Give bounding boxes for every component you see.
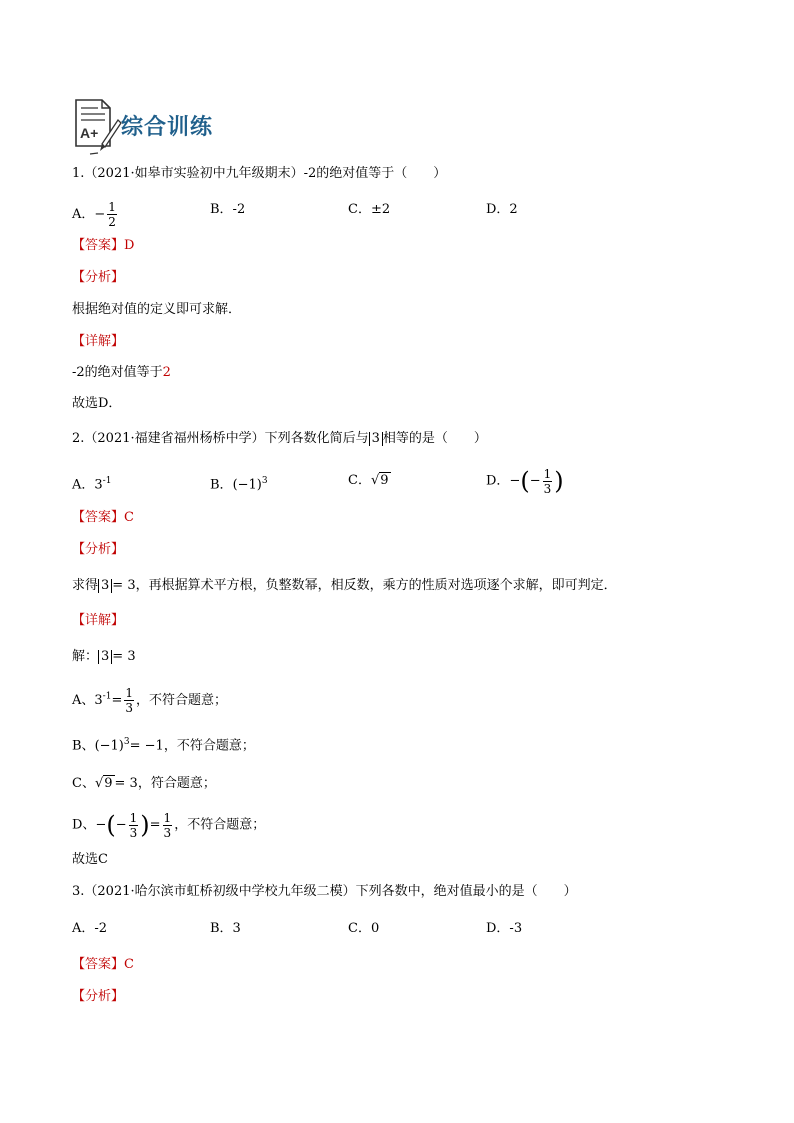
q3-option-d: D．-3 [486,921,523,936]
question-3-stem: 3.（2021·哈尔滨市虹桥初级中学校九年级二模）下列各数中，绝对值最小的是（ ） [72,884,577,899]
absolute-value: 3 [369,432,383,446]
q1-option-b: B．-2 [210,202,246,217]
line-tail: ，不符合题意； [163,738,255,754]
exam-paper-a-plus-icon [72,96,122,156]
q2-answer [72,509,134,527]
power-base: (−1) [232,477,262,493]
answer-label: 【答案】 [72,957,125,972]
equation-text: = 3 [112,649,136,664]
q3-option-a: A．-2 [72,921,108,936]
q2-option-a [72,472,111,494]
numerator: 1 [108,200,116,214]
q2-detail-label: 【详解】 [72,613,125,628]
answer-value: C [124,957,134,972]
line-tail: ，不符合题意； [174,817,266,833]
stem-text: 2.（2021·福建省福州杨桥中学）下列各数化简后与 [72,431,369,446]
power-base: 3 [94,477,103,493]
square-root: √9 [370,473,389,488]
section-title: 综合训练 [121,115,214,140]
line-label: D、 [72,817,96,833]
answer-label: 【答案】 [72,238,125,253]
q3-option-c: C．0 [348,921,380,936]
detail-value: 2 [162,365,171,380]
power-base: (−1) [94,738,124,754]
option-label: A． [72,477,95,493]
line-tail: ，不符合题意； [136,693,228,708]
svg-text:A+: A+ [80,125,99,141]
line-tail: ，符合题意； [137,776,216,791]
fraction [163,811,173,840]
q2-analysis-text [72,577,617,595]
minus-sign: − [115,817,127,833]
power-base: 3 [94,693,103,708]
q1-option-d: D．2 [486,202,518,217]
line-label: A、 [72,693,95,708]
stem-text: 相等的是（ ） [382,431,487,446]
q1-analysis-label: 【分析】 [72,270,125,285]
minus-sign: − [94,207,106,222]
answer-label: 【答案】 [72,510,125,525]
denominator: 3 [163,825,172,840]
equals-sign: = [111,693,123,708]
q2-option-d: D．−(− $\frac{1}{3}$ ) [486,466,564,496]
fraction [129,811,139,840]
numerator: 1 [125,686,133,700]
fraction [543,467,553,496]
numerator: 1 [543,466,552,481]
exponent: -1 [102,691,112,702]
line-label: B、 [72,738,95,754]
solution-prefix: 解： [72,649,99,664]
numerator: 1 [163,810,172,825]
q1-option-c: C．±2 [348,202,391,217]
question-1-stem: 1.（2021·如皋市实验初中九年级期末）-2的绝对值等于（ ） [72,166,447,181]
q1-detail-text [72,364,171,382]
equals-sign: = [149,817,161,833]
exponent: 3 [123,737,130,747]
answer-value: C [124,510,134,525]
line-label: C、 [72,776,95,791]
denominator: 2 [108,215,116,229]
q3-answer [72,956,134,974]
option-label: A． [72,207,95,222]
analysis-text: 求得 [72,578,99,593]
q2-line-b [72,733,255,755]
q1-analysis-text: 根据绝对值的定义即可求解． [72,302,242,317]
q1-option-a [72,200,119,229]
equation-text: = −1 [129,738,164,754]
minus-sign: − [509,473,521,489]
option-label: D． [486,473,510,489]
minus-sign: − [529,473,541,489]
radicand: 9 [104,776,113,791]
fraction [107,200,117,229]
question-2-stem [72,430,487,448]
q2-solution-line [72,648,136,666]
q2-analysis-label: 【分析】 [72,542,125,557]
exponent: -1 [102,476,112,486]
answer-value: D [124,238,135,253]
absolute-value: 3 [98,650,112,664]
square-root: √9 [94,776,113,791]
analysis-text: = 3，再根据算术平方根，负整数幂，相反数，乘方的性质对选项逐个求解，即可判定． [112,578,617,593]
minus-sign: − [95,817,107,833]
exponent: 3 [261,476,268,486]
numerator: 1 [129,810,138,825]
q2-line-d: D、−(− $\frac{1}{3}$ )= $\frac{1}{3}$ ，不符合题意； [72,810,266,840]
q2-option-c [348,472,391,490]
q2-option-b [210,472,268,494]
radicand: 9 [380,473,389,488]
fraction [124,686,134,715]
q1-conclusion: 故选D． [72,396,122,411]
option-label: B． [210,477,233,493]
detail-text: -2的绝对值等于 [72,365,163,380]
q1-answer [72,237,134,255]
q1-detail-label: 【详解】 [72,334,125,349]
q3-analysis-label: 【分析】 [72,989,125,1004]
denominator: 3 [129,825,138,840]
q2-line-c [72,775,216,793]
denominator: 3 [125,701,133,715]
denominator: 3 [543,481,552,496]
q2-line-a [72,686,227,715]
absolute-value: 3 [98,579,112,593]
equation-text: = 3 [114,776,138,791]
option-label: C． [348,473,371,488]
q3-option-b: B．3 [210,921,241,936]
q2-conclusion: 故选C [72,852,108,867]
